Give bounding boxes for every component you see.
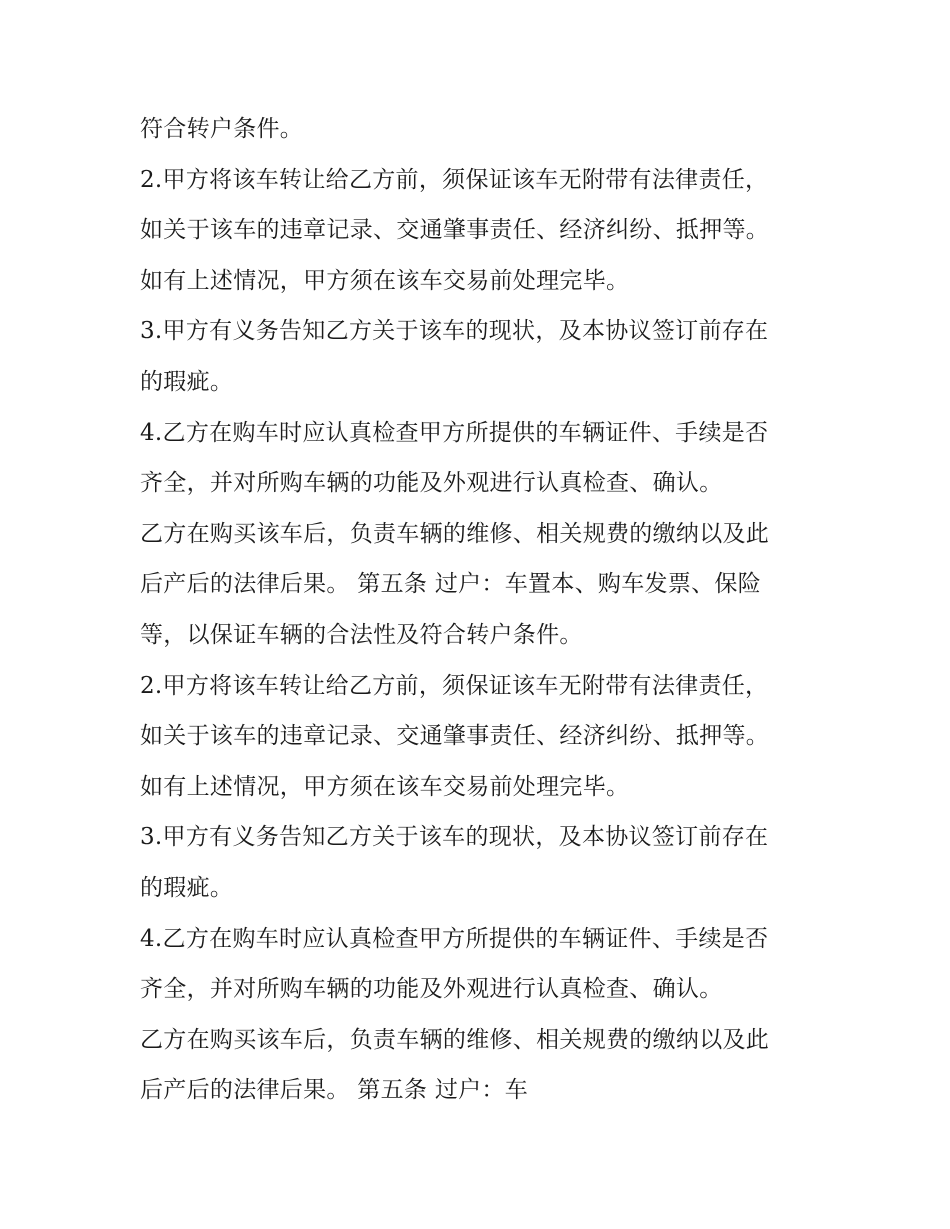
text-line: 如有上述情况，甲方须在该车交易前处理完毕。 (140, 773, 630, 800)
text-line: 4.乙方在购车时应认真检查甲方所提供的车辆证件、手续是否 (140, 925, 769, 952)
text-line: 2.甲方将该车转让给乙方前，须保证该车无附带有法律责任， (140, 672, 769, 699)
text-line: 齐全，并对所购车辆的功能及外观进行认真检查、确认。 (140, 976, 723, 1003)
text-line: 的瑕疵。 (140, 368, 234, 395)
text-line: 乙方在购买该车后，负责车辆的维修、相关规费的缴纳以及此 (140, 1026, 770, 1053)
text-line: 后产后的法律后果。 第五条 过户：车置本、购车发票、保险 (140, 571, 762, 598)
text-line: 符合转户条件。 (140, 116, 304, 142)
document-body (140, 104, 830, 1116)
text-line: 2.甲方将该车转让给乙方前，须保证该车无附带有法律责任， (140, 166, 769, 193)
text-line: 等，以保证车辆的合法性及符合转户条件。 (140, 621, 583, 648)
text-line: 3.甲方有义务告知乙方关于该车的现状，及本协议签订前存在 (140, 318, 769, 345)
text-line: 如关于该车的违章记录、交通肇事责任、经济纠纷、抵押等。 (140, 217, 770, 244)
text-line: 齐全，并对所购车辆的功能及外观进行认真检查、确认。 (140, 470, 723, 497)
text-line: 后产后的法律后果。 第五条 过户：车 (140, 1077, 529, 1104)
text-line: 乙方在购买该车后，负责车辆的维修、相关规费的缴纳以及此 (140, 520, 770, 547)
text-line: 3.甲方有义务告知乙方关于该车的现状，及本协议签订前存在 (140, 824, 769, 851)
text-line: 如关于该车的违章记录、交通肇事责任、经济纠纷、抵押等。 (140, 723, 770, 750)
text-line: 4.乙方在购车时应认真检查甲方所提供的车辆证件、手续是否 (140, 419, 769, 446)
text-line: 的瑕疵。 (140, 874, 234, 901)
text-line: 如有上述情况，甲方须在该车交易前处理完毕。 (140, 267, 630, 294)
